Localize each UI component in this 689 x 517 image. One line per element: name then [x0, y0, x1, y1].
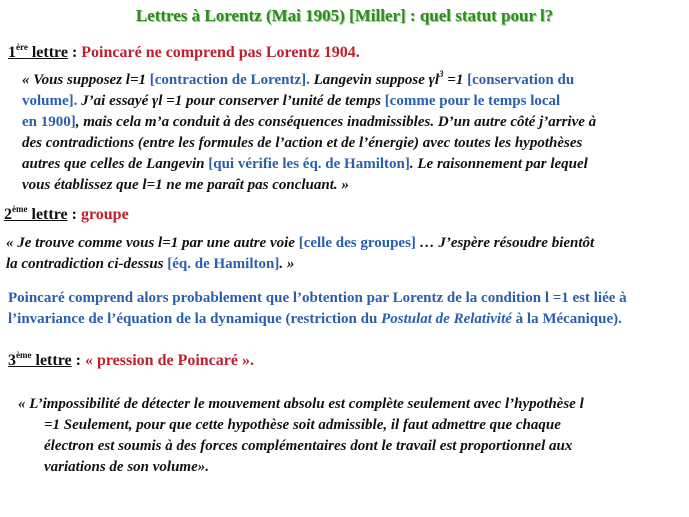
- q1-text: , mais cela m’a conduit à des conséquences inadmissibles. D’un autre côté j’arrive à: [75, 114, 597, 130]
- analysis-text: l’invariance de l’équation de la dynamique (restriction du: [8, 311, 382, 327]
- analysis-italic: Postulat de Relativité: [381, 311, 512, 327]
- letter1-sup: ère: [16, 42, 28, 52]
- q1-line: vous établissez que l=1 ne me paraît pas concluant. »: [22, 177, 349, 193]
- q2-annot: [éq. de Hamilton]: [167, 256, 280, 272]
- letter2-colon: :: [67, 206, 81, 223]
- q1-annot: [contraction de Lorentz].: [149, 72, 310, 88]
- q2-text: … J’espère résoudre bientôt: [415, 235, 595, 251]
- q1-annot: volume].: [22, 93, 78, 109]
- letter1-quote: [22, 64, 682, 196]
- q1-annot: [conservation du: [467, 72, 575, 88]
- letter2-summary: groupe: [80, 206, 129, 223]
- analysis-paragraph: [8, 288, 688, 330]
- q3-line: « L’impossibilité de détecter le mouvement absolu est complète seulement avec l’hypothèse l: [18, 396, 584, 412]
- q3-line: électron est soumis à des forces complémentaires dont le travail est proportionnel aux: [44, 438, 573, 454]
- letter1-summary: Poincaré ne comprend pas Lorentz 1904.: [81, 44, 360, 61]
- letter2-heading: [4, 204, 129, 224]
- letter3-word: lettre: [35, 352, 72, 369]
- letter3-num: 3: [8, 352, 16, 369]
- q1-text: autres que celles de Langevin: [22, 156, 209, 172]
- q1-annot: [qui vérifie les éq. de Hamilton]: [208, 156, 410, 172]
- letter3-quote: [18, 394, 683, 478]
- q1-text: Langevin suppose γl: [309, 72, 440, 88]
- q2-text: la contradiction ci-dessus: [6, 256, 168, 272]
- q1-text: =1: [443, 72, 468, 88]
- q2-annot: [celle des groupes]: [298, 235, 416, 251]
- letter3-sup: ème: [16, 350, 32, 360]
- q1-annot: en 1900]: [22, 114, 76, 130]
- letter1-heading: [8, 42, 360, 62]
- letter3-summary: « pression de Poincaré ».: [84, 352, 254, 369]
- q1-line: des contradictions (entre les formules de l’action et de l’énergie) avec toutes les hypothèses: [22, 135, 583, 151]
- analysis-line: Poincaré comprend alors probablement que l’obtention par Lorentz de la condition l =1 est liée à: [8, 290, 627, 306]
- letter2-word: lettre: [31, 206, 68, 223]
- letter3-colon: :: [71, 352, 85, 369]
- q2-text: « Je trouve comme vous l=1 par une autre voie: [6, 235, 299, 251]
- q3-line: variations de son volume».: [44, 459, 210, 475]
- letter2-num: 2: [4, 206, 12, 223]
- q1-text: J’ai essayé γl =1 pour conserver l’unité de temps: [77, 93, 385, 109]
- letter2-quote: [6, 233, 686, 275]
- q3-line: =1 Seulement, pour que cette hypothèse soit admissible, il faut admettre que chaque: [44, 417, 561, 433]
- slide-title: Lettres à Lorentz (Mai 1905) [Miller] : quel statut pour l?: [135, 6, 554, 25]
- letter1-num: 1: [8, 44, 16, 61]
- q2-text: . »: [279, 256, 295, 272]
- q1-sup: 3: [439, 69, 444, 79]
- letter1-colon: :: [67, 44, 82, 61]
- q1-text: « Vous supposez l=1: [22, 72, 150, 88]
- q1-text: . Le raisonnement par lequel: [409, 156, 588, 172]
- analysis-text: à la Mécanique).: [511, 311, 622, 327]
- letter3-heading: [8, 350, 254, 370]
- letter2-sup: ème: [12, 204, 28, 214]
- letter1-word: lettre: [31, 44, 68, 61]
- q1-annot: [comme pour le temps local: [384, 93, 561, 109]
